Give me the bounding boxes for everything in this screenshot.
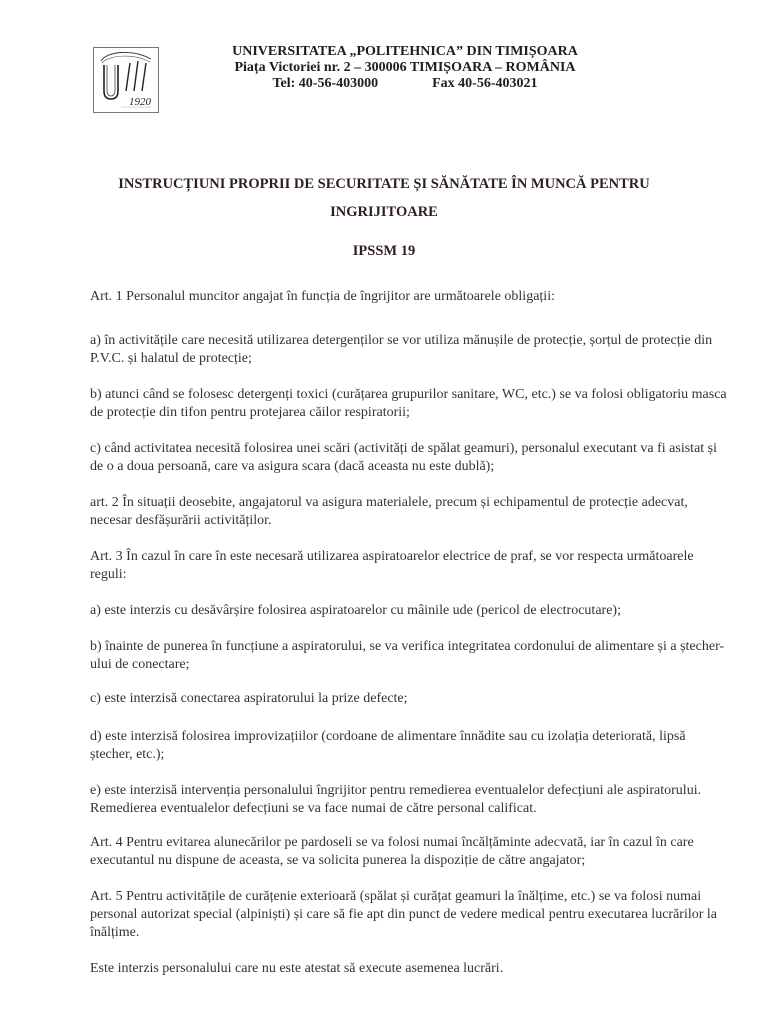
institution-header (160, 44, 650, 92)
contact-row (160, 76, 650, 92)
document-title-line-1: INSTRUCȚIUNI PROPRII DE SECURITATE ȘI SĂNĂTATE ÎN MUNCĂ PENTRU (118, 176, 650, 192)
paragraph-art-5: Art. 5 Pentru activitățile de curățenie exterioară (spălat și curățat geamuri la înălțime, etc.) se va folosi numai personal autorizat special (alpiniști) și care să fie apt din punct de vedere medical pentru executarea lucrărilor la înălțime. (90, 889, 717, 940)
university-name: UNIVERSITATEA „POLITEHNICA” DIN TIMIȘOARA (232, 44, 578, 59)
paragraph-art-2: art. 2 În situații deosebite, angajatorul va asigura materialele, precum și echipamentul de protecție adecvat, necesar desfășurării activităților. (90, 495, 688, 528)
paragraph-art-1-b: b) atunci când se folosesc detergenți toxici (curățarea grupurilor sanitare, WC, etc.) se va folosi obligatoriu masca de protecție din tifon pentru protejarea căilor respiratorii; (90, 387, 727, 420)
paragraph-art-3: Art. 3 În cazul în care în este necesară utilizarea aspiratoarelor electrice de praf, se vor respecta următoarele reguli: (90, 549, 694, 582)
upt-logo-icon (93, 47, 159, 113)
paragraph-art-1-c: c) când activitatea necesită folosirea unei scări (activități de spălat geamuri), personalul executant va fi asistat și de o a doua persoană, care va asigura scara (dacă aceasta nu este dublă); (90, 441, 718, 474)
paragraph-art-3-c: c) este interzisă conectarea aspiratorului la prize defecte; (90, 691, 408, 706)
paragraph-closing: Este interzis personalului care nu este atestat să execute asemenea lucrări. (90, 961, 504, 976)
university-address: Piața Victoriei nr. 2 – 300006 TIMIȘOARA – ROMÂNIA (234, 60, 576, 75)
document-title-line-2: INGRIJITOARE (330, 204, 438, 220)
paragraph-art-3-a: a) este interzis cu desăvârșire folosirea aspiratoarelor cu mâinile ude (pericol de electrocutare); (90, 603, 621, 618)
logo-year: 1920 (129, 96, 151, 108)
paragraph-art-3-b: b) înainte de punerea în funcțiune a aspiratorului, se va verifica integritatea cordonului de alimentare și a ștecher-ului de conectare; (90, 639, 725, 672)
university-logo (93, 47, 159, 113)
paragraph-art-1: Art. 1 Personalul muncitor angajat în funcția de îngrijitor are următoarele obligații: (90, 289, 555, 304)
fax-number: Fax 40-56-403021 (432, 76, 538, 91)
document-code: IPSSM 19 (352, 243, 416, 259)
paragraph-art-3-d: d) este interzisă folosirea improvizațiilor (cordoane de alimentare înnădite sau cu izolația deteriorată, lipsă ștecher, etc.); (90, 729, 686, 762)
phone-number: Tel: 40-56-403000 (272, 76, 379, 91)
paragraph-art-1-a: a) în activitățile care necesită utilizarea detergenților se vor utiliza mănușile de protecție, șorțul de protecție din P.V.C. și halatul de protecție; (90, 333, 713, 366)
paragraph-art-3-e: e) este interzisă intervenția personalului îngrijitor pentru remedierea eventualelor defecțiuni ale aspiratorului. Remedierea eventualelor defecțiuni se va face numai de către personal calificat. (90, 783, 702, 816)
document-title (60, 170, 708, 226)
paragraph-art-4: Art. 4 Pentru evitarea alunecărilor pe pardoseli se va folosi numai încălțăminte adecvată, iar în cazul în care executantul nu dispune de aceasta, se va solicita punerea la dispoziție de către angajator; (90, 835, 694, 868)
